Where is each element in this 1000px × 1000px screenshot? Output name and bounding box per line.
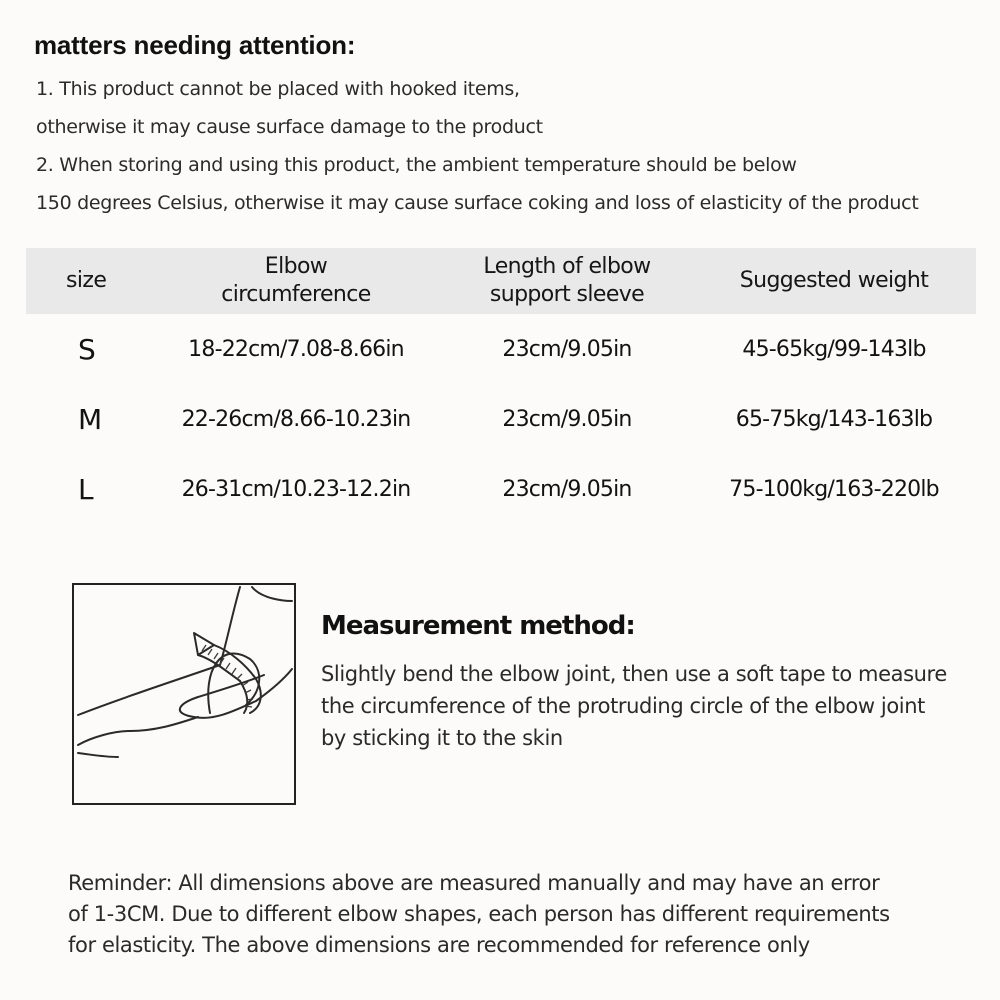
notice-list — [36, 75, 918, 227]
measurement-method-title: Measurement method: — [321, 611, 635, 641]
notice-line: 2. When storing and using this product, the ambient temperature should be below — [36, 154, 797, 176]
header-line: Length of elbow — [483, 254, 651, 279]
reminder-line: of 1-3CM. Due to different elbow shapes, each person has different requirements — [68, 902, 890, 926]
header-line: Elbow — [264, 254, 328, 279]
method-line: by sticking it to the skin — [321, 726, 563, 750]
notice-title: matters needing attention: — [34, 30, 356, 60]
header-size — [26, 267, 150, 295]
cell-size: L — [78, 472, 94, 506]
arm-with-measuring-tape-icon — [74, 585, 294, 803]
reminder-line: for elasticity. The above dimensions are recommended for reference only — [68, 933, 810, 957]
measurement-diagram — [72, 583, 296, 805]
notice-line: 1. This product cannot be placed with hooked items, — [36, 78, 520, 100]
notice-line: 150 degrees Celsius, otherwise it may cause surface coking and loss of elasticity of the product — [36, 192, 919, 214]
header-line: circumference — [221, 282, 371, 307]
cell-suggested-weight: 65-75kg/143-163lb — [735, 406, 933, 432]
table-row — [26, 454, 976, 524]
header-suggested-weight — [692, 267, 976, 295]
measurement-method-text — [321, 658, 991, 754]
cell-size: M — [78, 402, 103, 436]
cell-sleeve-length: 23cm/9.05in — [502, 336, 632, 362]
notice-line: otherwise it may cause surface damage to the product — [36, 116, 543, 138]
cell-elbow-circumference: 26-31cm/10.23-12.2in — [181, 476, 411, 502]
cell-sleeve-length: 23cm/9.05in — [502, 476, 632, 502]
header-elbow-circumference — [150, 253, 442, 309]
header-line: Suggested weight — [739, 268, 929, 293]
method-line: the circumference of the protruding circle of the elbow joint — [321, 694, 925, 718]
reminder-line: Reminder: All dimensions above are measured manually and may have an error — [68, 871, 880, 895]
header-line: support sleeve — [489, 282, 645, 307]
cell-elbow-circumference: 22-26cm/8.66-10.23in — [181, 406, 411, 432]
method-line: Slightly bend the elbow joint, then use a soft tape to measure — [321, 662, 947, 686]
header-size-label: size — [66, 268, 107, 293]
header-sleeve-length — [442, 253, 692, 309]
table-row — [26, 314, 976, 384]
reminder-text — [68, 868, 890, 961]
size-chart-table — [26, 248, 976, 524]
table-row — [26, 384, 976, 454]
cell-elbow-circumference: 18-22cm/7.08-8.66in — [188, 336, 404, 362]
table-header — [26, 248, 976, 314]
cell-size: S — [78, 332, 96, 366]
cell-suggested-weight: 45-65kg/99-143lb — [742, 336, 926, 362]
cell-suggested-weight: 75-100kg/163-220lb — [729, 476, 939, 502]
cell-sleeve-length: 23cm/9.05in — [502, 406, 632, 432]
